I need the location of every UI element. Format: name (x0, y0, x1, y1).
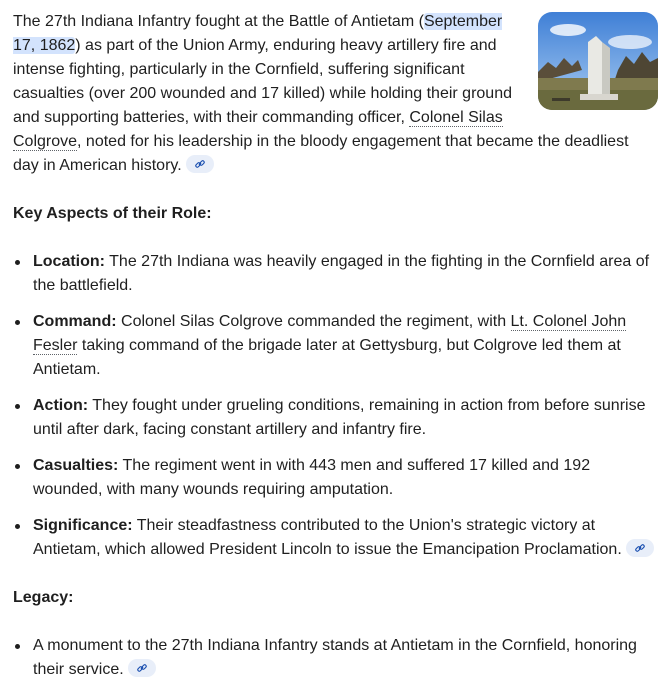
source-chip[interactable] (626, 539, 654, 557)
item-label: Action: (33, 397, 89, 414)
item-text: The regiment went in with 443 men and suffered 17 killed and 192 wounded, with many wounds requiring amputation. (33, 457, 591, 498)
monument-photo-icon (538, 12, 658, 110)
legacy-heading: Legacy: (13, 589, 74, 606)
item-label: Significance: (33, 517, 133, 534)
item-text: taking command of the brigade later at Gettysburg, but Colgrove led them at Antietam. (33, 337, 621, 378)
source-chip[interactable] (186, 155, 214, 173)
link-icon (136, 662, 148, 674)
legacy-list (13, 634, 658, 682)
key-aspects-heading: Key Aspects of their Role: (13, 205, 212, 222)
intro-text: The 27th Indiana Infantry fought at the Battle of Antietam ( (13, 13, 424, 30)
intro-text: ) as part of the Union Army, enduring heavy artillery fire and intense fighting, particularly in the Cornfield, suffering significant casualties (over 200 wounded and 17 killed) while holding their ground and supporting batteries, with their commanding officer, (13, 37, 512, 126)
link-icon (634, 542, 646, 554)
item-text: Colonel Silas Colgrove commanded the regiment, with (116, 313, 511, 330)
item-text: The 27th Indiana was heavily engaged in the fighting in the Cornfield area of the battlefield. (33, 253, 650, 294)
item-label: Casualties: (33, 457, 119, 474)
item-text: A monument to the 27th Indiana Infantry stands at Antietam in the Cornfield, honoring their service. (33, 637, 637, 678)
colonel-colgrove-link[interactable]: Colonel Silas Colgrove (13, 109, 503, 150)
item-text: They fought under grueling conditions, remaining in action from before sunrise until after dark, facing constant artillery and infantry fire. (33, 397, 646, 438)
item-text: Their steadfastness contributed to the Union's strategic victory at Antietam, which allowed President Lincoln to issue the Emancipation Proclamation. (33, 517, 622, 558)
key-aspects-list (13, 250, 658, 562)
list-item-significance (33, 514, 658, 562)
intro-text: , noted for his leadership in the bloody engagement that became the deadliest day in American history. (13, 133, 629, 174)
list-item-casualties (33, 454, 658, 502)
item-label: Location: (33, 253, 105, 270)
monument-thumbnail[interactable] (538, 12, 658, 110)
list-item-monument (33, 634, 658, 682)
battle-date-highlight: September 17, 1862 (13, 13, 503, 54)
response-content (13, 10, 658, 682)
list-item-action (33, 394, 658, 442)
list-item-location (33, 250, 658, 298)
item-label: Command: (33, 313, 117, 330)
fesler-link[interactable]: Lt. Colonel John Fesler (33, 313, 627, 354)
source-chip[interactable] (128, 659, 156, 677)
link-icon (194, 158, 206, 170)
intro-paragraph (13, 10, 658, 178)
list-item-command (33, 310, 658, 382)
